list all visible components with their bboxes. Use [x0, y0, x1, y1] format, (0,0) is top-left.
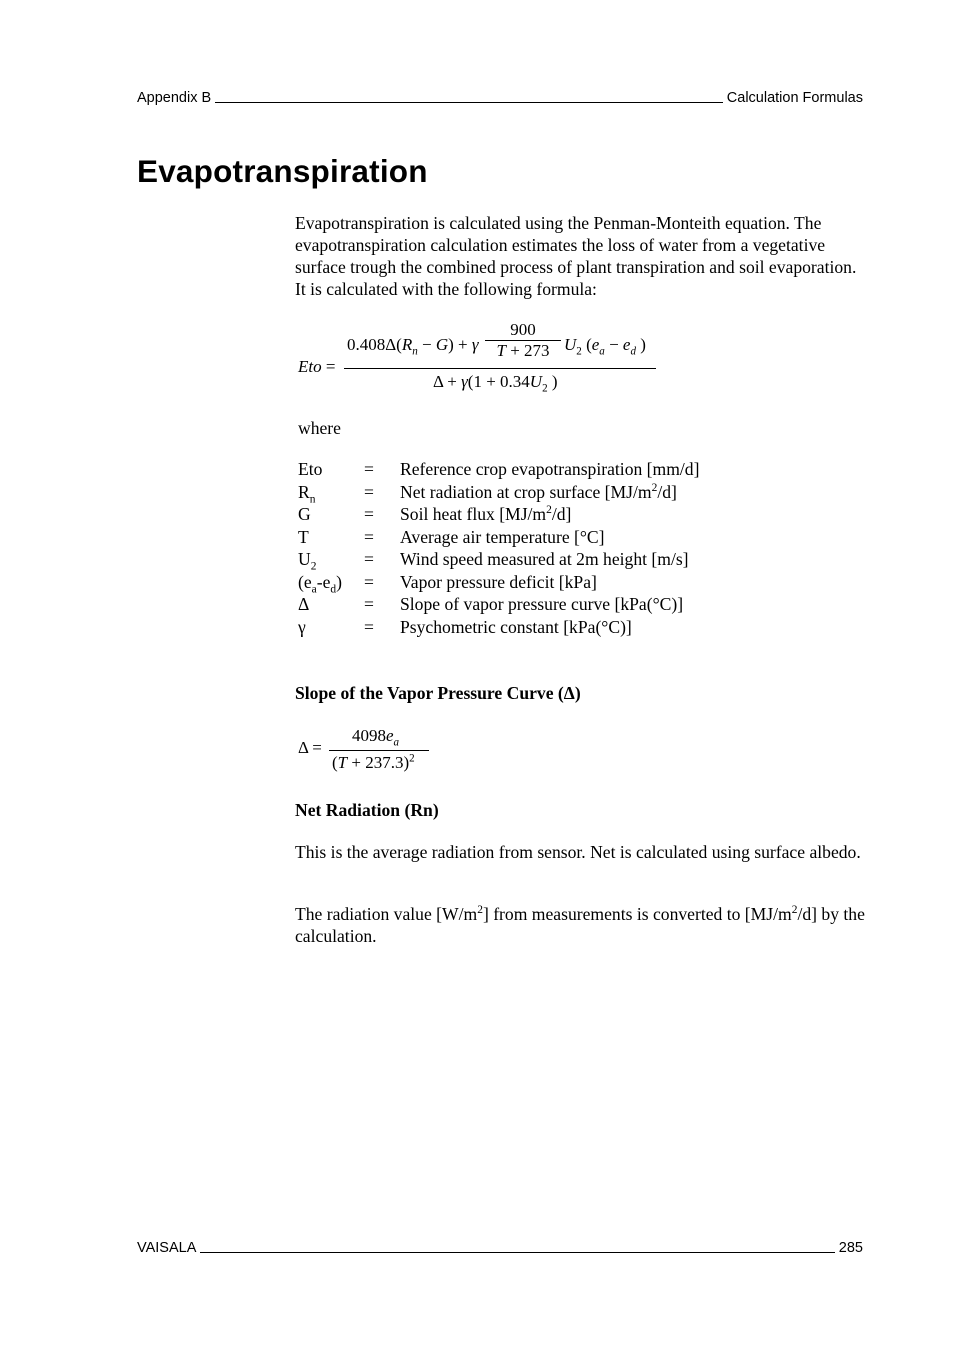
definition-text: Average air temperature [°C] — [400, 526, 605, 547]
eq-numerator: $0.408\Delta(R_n - G) + \gamma$ — [347, 335, 479, 358]
definition-symbol: $(e_a-e_d)$ — [298, 571, 342, 596]
definition-text: Slope of vapor pressure curve [kPa(°C)] — [400, 594, 684, 614]
definition-text: Net radiation at crop surface $[MJ/m^2/d]$ — [400, 481, 677, 502]
definition-text: Reference crop evapotranspiration [mm/d] — [400, 459, 700, 479]
definition-text: Psychometric constant [kPa(°C)] — [400, 616, 632, 637]
definition-symbol: Eto — [298, 459, 323, 479]
slope-equation: Δ = $4098e_a$ $(T + 237.3)^2$ — [298, 726, 448, 786]
definition-symbol: γ — [298, 616, 306, 637]
definition-symbol: T — [298, 526, 309, 547]
penman-monteith-equation — [298, 318, 718, 398]
definition-symbol: G — [298, 504, 311, 524]
header-section: Appendix B — [137, 90, 212, 106]
page-number: 285 — [838, 1240, 863, 1256]
net-radiation-paragraph-1: This is the average radiation from sensor. Net is calculated using surface albedo. — [295, 842, 861, 862]
definition-symbol: Δ — [298, 594, 310, 614]
page-header — [137, 90, 863, 106]
where-label: where — [298, 418, 341, 438]
definition-text: Vapor pressure deficit [kPa] — [400, 571, 597, 592]
header-rule — [215, 102, 723, 103]
definition-text: Soil heat flux $[MJ/m^2/d]$ — [400, 504, 572, 524]
net-radiation-paragraph-2: The radiation value $[W/m^2]$ from measurements is converted to $[MJ/m^2/d]$ by the calculation. — [295, 904, 865, 946]
page-footer — [137, 1240, 863, 1256]
definition-symbol: $R_n$ — [298, 481, 316, 506]
section-heading-slope: Slope of the Vapor Pressure Curve (Δ) — [295, 683, 581, 703]
eq-denominator: $\Delta + \gamma(1 + 0.34U_2$ ) — [433, 372, 558, 395]
eq-numerator-tail: $U_2$ ($e_a - e_d$ ) — [564, 335, 646, 358]
definition-text: Wind speed measured at 2m height [m/s] — [400, 549, 689, 569]
section-heading-net-radiation: Net Radiation (Rn) — [295, 800, 439, 820]
header-chapter: Calculation Formulas — [726, 90, 863, 106]
intro-paragraph: Evapotranspiration is calculated using the Penman-Monteith equation. The evapotranspiration calculation estimates the loss of water from a vegetative surface trough the combined process of plant transpiration and soil evaporation. It is calculated with the following formula: — [295, 213, 857, 299]
footer-brand: VAISALA — [137, 1240, 197, 1256]
footer-rule — [200, 1252, 834, 1253]
page-title: Evapotranspiration — [137, 153, 428, 189]
eq-inner-fraction: 900 T + 273 — [483, 320, 563, 361]
definition-symbol: $U_2$ — [298, 549, 317, 573]
eq-fraction-line — [344, 368, 656, 369]
eq-lhs: Eto = — [298, 357, 336, 376]
